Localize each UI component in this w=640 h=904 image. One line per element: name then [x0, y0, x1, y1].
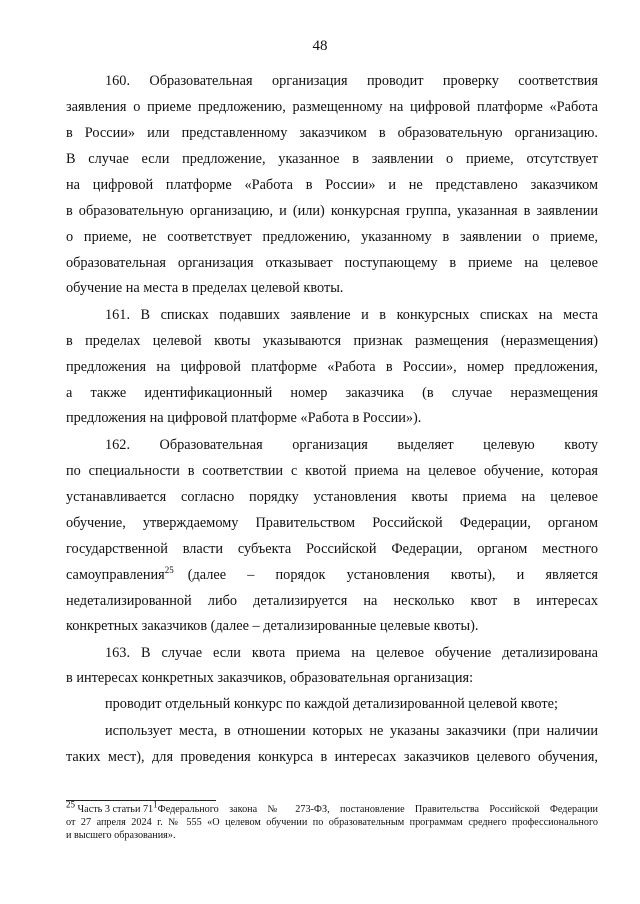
p160-line-7: о приеме, не соответствует предложению, указанному в заявлении о приеме,	[66, 229, 598, 245]
p162-line-3: устанавливается согласно порядку установления квоты приема на целевое	[66, 489, 598, 505]
footnote-start	[66, 799, 158, 817]
footnote-line-3: и высшего образования».	[66, 830, 176, 841]
p161-line-4: а также идентификационный номер заказчика (в случае неразмещения	[66, 385, 598, 401]
p160-line-3: в России» или представленному заказчиком в образовательную организацию.	[66, 125, 598, 141]
footnote-separator	[66, 800, 216, 801]
p162-line-6-rest: (далее – порядок установления квоты), и является	[187, 567, 598, 583]
p161-line-1: 161. В списках подавших заявление и в конкурсных списках на места	[105, 307, 598, 323]
p162-line-1: 162. Образовательная организация выделяет целевую квоту	[105, 437, 598, 453]
p162-line-8: конкретных заказчиков (далее – детализированные целевые квоты).	[66, 618, 479, 634]
footnote-ref-25: 25	[164, 565, 174, 576]
p161-line-5: предложения на цифровой платформе «Работа в России»).	[66, 410, 422, 426]
p163-line-2: в интересах конкретных заказчиков, образовательная организация:	[66, 670, 474, 686]
p162-line-4: обучение, утверждаемому Правительством Российской Федерации, органом	[66, 515, 598, 531]
p162-line-6-start	[66, 566, 174, 584]
list-item-1: проводит отдельный конкурс по каждой детализированной целевой квоте;	[105, 696, 558, 712]
word-samoupravleniya: самоуправления	[66, 567, 165, 583]
footnote-mark: 25	[66, 799, 75, 810]
p163-line-1: 163. В случае если квота приема на целевое обучение детализирована	[105, 645, 598, 661]
list-item-2-line-1: использует места, в отношении которых не указаны заказчики (при наличии	[105, 723, 598, 739]
p161-line-2: в пределах целевой квоты указываются признак размещения (неразмещения)	[66, 333, 598, 349]
footnote-text-a: Часть 3 статьи 71	[75, 804, 154, 815]
footnote-text-b: Федерального закона № 273-ФЗ, постановление Правительства Российской Федерации	[157, 804, 598, 815]
p160-line-9: обучение на места в пределах целевой квоты.	[66, 280, 344, 296]
list-item-2-line-2: таких мест), для проведения конкурса в интересах заказчиков целевого обучения,	[66, 749, 598, 765]
footnote-article-sup: 1	[153, 799, 158, 810]
p160-line-6: в образовательную организацию, и (или) конкурсная группа, указанная в заявлении	[66, 203, 598, 219]
footnote-line-2: от 27 апреля 2024 г. № 555 «О целевом обучении по образовательным программам среднего профессионального	[66, 817, 598, 828]
p162-line-6	[66, 566, 598, 584]
footnote-line-1	[66, 799, 598, 817]
p162-line-2: по специальности в соответствии с квотой приема на целевое обучение, которая	[66, 463, 598, 479]
p160-line-8: образовательная организация отказывает поступающему в приеме на целевое	[66, 255, 598, 271]
p160-line-2: заявления о приеме предложению, размещенному на цифровой платформе «Работа	[66, 99, 598, 115]
p160-line-5: на цифровой платформе «Работа в России» и не представлено заказчиком	[66, 177, 598, 193]
p162-line-5: государственной власти субъекта Российской Федерации, органом местного	[66, 541, 598, 557]
p160-line-1: 160. Образовательная организация проводит проверку соответствия	[105, 73, 598, 89]
page-number: 48	[312, 38, 328, 54]
p160-line-4: В случае если предложение, указанное в заявлении о приеме, отсутствует	[66, 151, 598, 167]
p161-line-3: предложения на цифровой платформе «Работа в России», номер предложения,	[66, 359, 598, 375]
p162-line-7: недетализированной либо детализируется на несколько квот в интересах	[66, 593, 598, 609]
